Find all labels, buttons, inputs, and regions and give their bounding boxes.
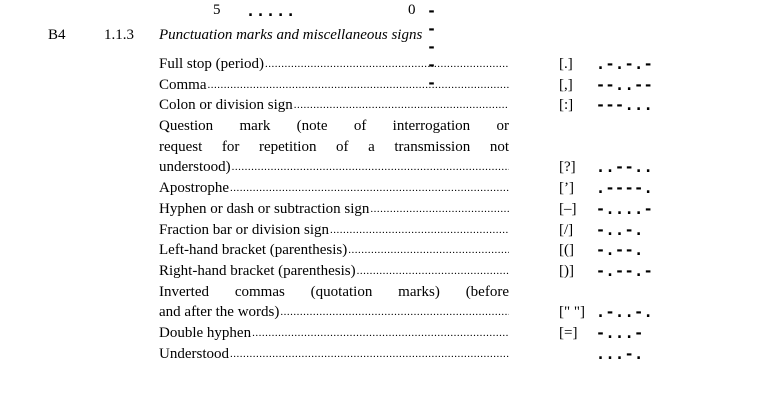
section-number: 1.1.3 xyxy=(104,27,134,43)
entry-description-line xyxy=(159,75,509,96)
dot-leader xyxy=(348,240,509,261)
entry-label: Fraction bar or division sign xyxy=(159,221,329,238)
entry-label: Double hyphen xyxy=(159,325,252,342)
entry-label: understood) xyxy=(159,159,231,176)
entry-description xyxy=(159,240,509,261)
entry-description xyxy=(159,344,509,365)
entry-label: Apostrophe xyxy=(159,180,229,197)
entry-description xyxy=(159,220,509,241)
punctuation-symbol: [" "] xyxy=(559,304,585,321)
dot-leader xyxy=(370,199,509,220)
punctuation-symbol: [(] xyxy=(559,242,574,259)
digit-five-label: 5 xyxy=(213,2,221,18)
section-id: B4 xyxy=(48,27,66,43)
entry-description xyxy=(159,54,509,75)
punctuation-symbol: [:] xyxy=(559,97,574,114)
section-title: Punctuation marks and miscellaneous signs xyxy=(159,27,423,43)
dot-leader xyxy=(265,54,509,75)
morse-code: -....- xyxy=(596,199,654,218)
dot-leader xyxy=(230,178,509,199)
entry-description-line: request for repetition of a transmission not xyxy=(159,138,509,155)
dot-leader xyxy=(280,302,509,323)
digit-zero-code: ----- xyxy=(427,2,438,92)
dot-leader xyxy=(230,344,509,365)
entry-description-line: Question mark (note of interrogation or xyxy=(159,118,509,135)
morse-code: .-..-. xyxy=(596,303,654,322)
entry-description-line xyxy=(159,240,509,261)
morse-code: -...- xyxy=(596,324,644,343)
entry-label: and after the words) xyxy=(159,304,280,321)
dot-leader xyxy=(330,220,509,241)
entry-description-line xyxy=(159,95,509,116)
entry-description-line xyxy=(159,220,509,241)
dot-leader xyxy=(208,75,510,96)
entry-description-line xyxy=(159,199,509,220)
morse-code: ---... xyxy=(596,96,654,115)
morse-code: ...-. xyxy=(596,344,644,363)
morse-code: .----. xyxy=(596,179,654,198)
punctuation-symbol: [.] xyxy=(559,56,573,72)
entry-label: Right-hand bracket (parenthesis) xyxy=(159,263,356,279)
entry-description-line xyxy=(159,344,509,365)
dot-leader xyxy=(252,323,509,344)
digit-five-code: ..... xyxy=(246,2,297,20)
entry-label: Comma xyxy=(159,76,207,93)
entry-description xyxy=(159,75,509,96)
punctuation-symbol: [?] xyxy=(559,159,576,176)
entry-description xyxy=(159,261,509,282)
entry-label: Hyphen or dash or subtraction sign xyxy=(159,200,370,217)
digit-zero-label: 0 xyxy=(408,2,416,18)
punctuation-symbol: [/] xyxy=(559,221,574,238)
entry-description xyxy=(159,116,509,178)
entry-description-line xyxy=(159,54,509,75)
dot-leader xyxy=(357,261,509,282)
entry-label: Colon or division sign xyxy=(159,97,293,114)
morse-code: --..-- xyxy=(596,75,654,94)
punctuation-symbol: [=] xyxy=(559,325,578,342)
morse-code: -..-. xyxy=(596,220,644,239)
punctuation-symbol: [’] xyxy=(559,180,574,197)
entry-description-line xyxy=(159,157,509,178)
dot-leader xyxy=(232,157,509,178)
punctuation-symbol: [)] xyxy=(559,263,574,279)
punctuation-symbol: [–] xyxy=(559,200,577,217)
entry-label: Left-hand bracket (parenthesis) xyxy=(159,242,348,259)
dot-leader xyxy=(294,95,509,116)
entry-label: Understood xyxy=(159,345,229,362)
entry-description xyxy=(159,95,509,116)
entry-description-line xyxy=(159,261,509,282)
entry-description-line xyxy=(159,178,509,199)
morse-code: -.--. xyxy=(596,241,644,260)
punctuation-symbol: [,] xyxy=(559,76,573,93)
entry-description xyxy=(159,323,509,344)
morse-code: -.--.- xyxy=(596,262,654,280)
morse-code: ..--.. xyxy=(596,158,654,177)
morse-code: .-.-.- xyxy=(596,55,654,73)
entry-label: Full stop (period) xyxy=(159,56,264,72)
entry-description xyxy=(159,178,509,199)
entry-description-line: Inverted commas (quotation marks) (before xyxy=(159,283,509,300)
entry-description xyxy=(159,282,509,323)
entry-description-line xyxy=(159,302,509,323)
entry-description xyxy=(159,199,509,220)
entry-description-line xyxy=(159,323,509,344)
